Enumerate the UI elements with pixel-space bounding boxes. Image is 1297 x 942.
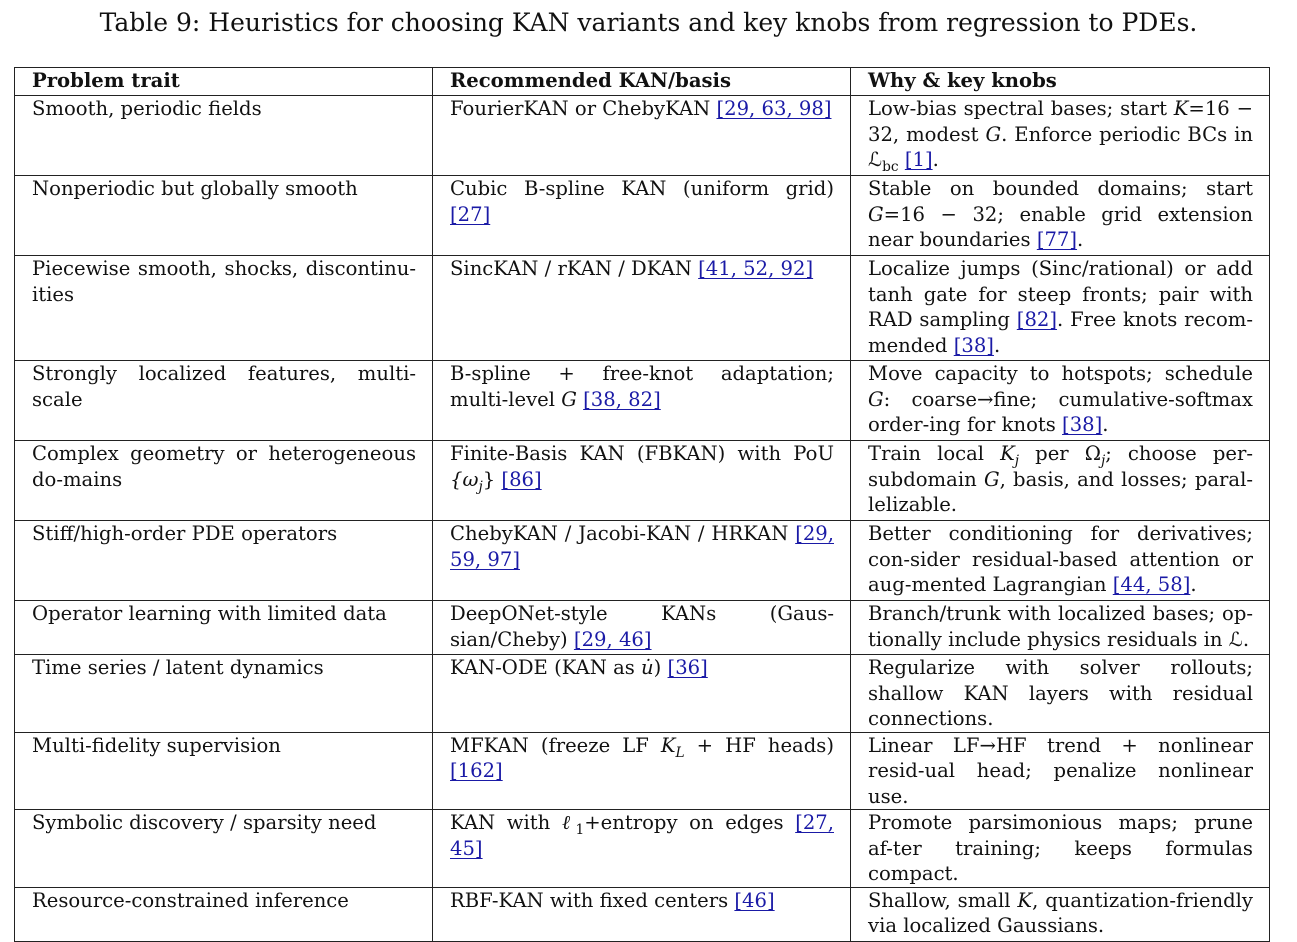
math-symbol: K xyxy=(1017,888,1033,912)
math-subscript: L xyxy=(675,744,685,761)
header-problem-trait: Problem trait xyxy=(15,68,433,96)
math-symbol: G xyxy=(561,387,577,411)
table-row xyxy=(15,655,1270,733)
math-symbol: G xyxy=(985,122,1002,146)
table-row xyxy=(15,256,1270,361)
basis-cell xyxy=(433,96,851,176)
why-cell: Regularize with solver rollouts; shallow KAN layers with residual connections. xyxy=(851,655,1270,733)
basis-text: MFKAN (freeze LF xyxy=(450,733,661,757)
math-symbol: G xyxy=(983,467,1000,491)
math-symbol: G xyxy=(868,387,884,411)
basis-cell xyxy=(433,361,851,441)
table-row xyxy=(15,601,1270,655)
trait-cell: Time series / latent dynamics xyxy=(15,655,433,733)
why-text: : coarse→fine; cumulative-softmax order-ing for knots xyxy=(868,387,1253,436)
citation-link[interactable]: [162] xyxy=(450,759,503,782)
math-subscript: bc xyxy=(882,158,899,175)
table-row xyxy=(15,810,1270,888)
trait-cell: Complex geometry or heterogeneous do-mains xyxy=(15,441,433,521)
why-text: per xyxy=(1019,442,1085,465)
basis-text: Finite-Basis KAN (FBKAN) with PoU xyxy=(450,442,834,465)
trait-cell: Strongly localized features, multi-scale xyxy=(15,361,433,441)
citation-link[interactable]: [46] xyxy=(734,888,775,912)
why-text: , basis, and losses; paral-lelizable. xyxy=(868,467,1253,516)
why-text: . xyxy=(1102,413,1109,436)
basis-text: KAN with xyxy=(450,811,562,834)
table-row xyxy=(15,521,1270,601)
math-subscript: j xyxy=(1014,452,1020,469)
citation-link[interactable]: [77] xyxy=(1036,228,1078,251)
why-cell xyxy=(851,176,1270,256)
table-row xyxy=(15,441,1270,521)
table-row xyxy=(15,361,1270,441)
basis-cell xyxy=(433,601,851,655)
why-cell xyxy=(851,361,1270,441)
why-text: =16 − 32; enable grid extension near boundaries xyxy=(868,202,1253,251)
why-text: . xyxy=(1190,573,1197,596)
basis-cell xyxy=(433,521,851,601)
basis-text: RBF-KAN with fixed centers xyxy=(450,888,735,912)
citation-link[interactable]: [82] xyxy=(1016,308,1058,331)
why-cell: Linear LF→HF trend + nonlinear resid-ual head; penalize nonlinear use. xyxy=(851,732,1270,810)
math-symbol: ℒ xyxy=(868,148,883,171)
basis-text: SincKAN / rKAN / DKAN xyxy=(450,257,699,280)
why-cell xyxy=(851,441,1270,521)
table-row xyxy=(15,732,1270,810)
why-cell xyxy=(851,887,1270,941)
citation-link[interactable]: [38] xyxy=(953,333,994,357)
trait-cell: Stiff/high-order PDE operators xyxy=(15,521,433,601)
math-symbol: } xyxy=(482,467,496,491)
basis-text: + HF heads) xyxy=(684,733,834,757)
why-text: Low-bias spectral bases; start xyxy=(868,97,1174,120)
header-why-knobs: Why & key knobs xyxy=(851,68,1270,96)
table-header-row xyxy=(15,68,1270,96)
basis-text: ) xyxy=(653,656,668,679)
citation-link[interactable]: [86] xyxy=(501,467,542,491)
math-subscript: 1 xyxy=(575,821,585,838)
why-text: =16 − 32, modest xyxy=(868,97,1253,146)
table-row xyxy=(15,176,1270,256)
basis-text: Cubic B-spline KAN (uniform grid) xyxy=(450,177,834,200)
math-symbol: Ω xyxy=(1084,442,1101,465)
why-cell xyxy=(851,96,1270,176)
why-text: . xyxy=(1077,228,1084,251)
basis-text: B-spline + free-knot adaptation; multi-level xyxy=(450,362,834,411)
trait-cell: Nonperiodic but globally smooth xyxy=(15,176,433,256)
trait-cell: Piecewise smooth, shocks, discontinu-ities xyxy=(15,256,433,361)
math-subscript: j xyxy=(478,478,483,495)
why-text: . xyxy=(1242,627,1250,651)
trait-cell: Resource-constrained inference xyxy=(15,887,433,941)
basis-cell xyxy=(433,441,851,521)
table-row xyxy=(15,887,1270,941)
math-symbol: K xyxy=(660,733,676,757)
citation-link[interactable]: [29, 63, 98] xyxy=(716,97,832,120)
citation-link[interactable]: [41, 52, 92] xyxy=(698,257,814,280)
basis-text: ChebyKAN / Jacobi-KAN / HRKAN xyxy=(450,522,796,545)
why-text: Stable on bounded domains; start xyxy=(868,177,1253,200)
basis-text: DeepONet-style KANs (Gaus-sian/Cheby) xyxy=(450,602,834,651)
citation-link[interactable]: [38] xyxy=(1062,413,1103,436)
citation-link[interactable]: [1] xyxy=(904,148,933,171)
basis-cell xyxy=(433,256,851,361)
citation-link[interactable]: [29, 46] xyxy=(573,627,652,651)
trait-cell: Multi-fidelity supervision xyxy=(15,732,433,810)
why-text: Localize jumps (Sinc/rational) or add tanh gate for steep fronts; pair with RAD sampling xyxy=(868,257,1253,331)
why-text: Shallow, small xyxy=(868,888,1018,912)
why-text: , quantization-friendly via localized Gaussians. xyxy=(868,888,1253,937)
math-symbol: ℓ xyxy=(561,811,576,834)
basis-cell xyxy=(433,176,851,256)
basis-text: KAN-ODE (KAN as xyxy=(450,656,642,679)
table-row xyxy=(15,96,1270,176)
why-cell: Promote parsimonious maps; prune af-ter training; keeps formulas compact. xyxy=(851,810,1270,888)
trait-cell: Smooth, periodic fields xyxy=(15,96,433,176)
math-symbol: K xyxy=(1000,442,1015,465)
citation-link[interactable]: [36] xyxy=(667,656,708,679)
citation-link[interactable]: [27] xyxy=(450,202,491,226)
why-text: Move capacity to hotspots; schedule xyxy=(868,362,1253,385)
basis-cell xyxy=(433,732,851,810)
basis-cell xyxy=(433,887,851,941)
why-text: . Free knots recom-mended xyxy=(868,308,1253,357)
citation-link[interactable]: [38, 82] xyxy=(583,387,661,411)
citation-link[interactable]: [29, 59, 97] xyxy=(450,522,834,571)
heuristics-table xyxy=(14,67,1270,942)
citation-link[interactable]: [27, 45] xyxy=(450,811,834,860)
basis-text: +entropy on edges xyxy=(584,811,796,834)
basis-cell xyxy=(433,810,851,888)
trait-cell: Symbolic discovery / sparsity need xyxy=(15,810,433,888)
math-symbol: K xyxy=(1173,97,1189,120)
why-text: . Enforce periodic BCs in xyxy=(1001,122,1254,146)
math-symbol: u̇ xyxy=(641,656,654,679)
why-text: ; choose per-subdomain xyxy=(868,442,1253,491)
why-cell xyxy=(851,256,1270,361)
math-symbol: G xyxy=(868,202,884,226)
why-text: Branch/trunk with localized bases; op-tionally include physics residuals in xyxy=(868,602,1253,651)
math-symbol: ℒ xyxy=(1228,627,1243,651)
citation-link[interactable]: [44, 58] xyxy=(1112,573,1191,596)
why-text: . xyxy=(932,148,939,171)
trait-cell: Operator learning with limited data xyxy=(15,601,433,655)
table-caption: Table 9: Heuristics for choosing KAN variants and key knobs from regression to PDEs. xyxy=(99,8,1198,37)
why-text: Train local xyxy=(868,442,1001,465)
header-recommended-basis: Recommended KAN/basis xyxy=(433,68,851,96)
basis-text: FourierKAN or ChebyKAN xyxy=(450,97,717,120)
why-cell xyxy=(851,601,1270,655)
why-text: Better conditioning for derivatives; con-sider residual-based attention or aug-mented Lagrangian xyxy=(868,522,1253,596)
math-symbol: {ω xyxy=(450,467,479,491)
basis-cell xyxy=(433,655,851,733)
why-cell xyxy=(851,521,1270,601)
math-subscript: j xyxy=(1100,452,1106,469)
why-text: . xyxy=(993,333,1001,357)
